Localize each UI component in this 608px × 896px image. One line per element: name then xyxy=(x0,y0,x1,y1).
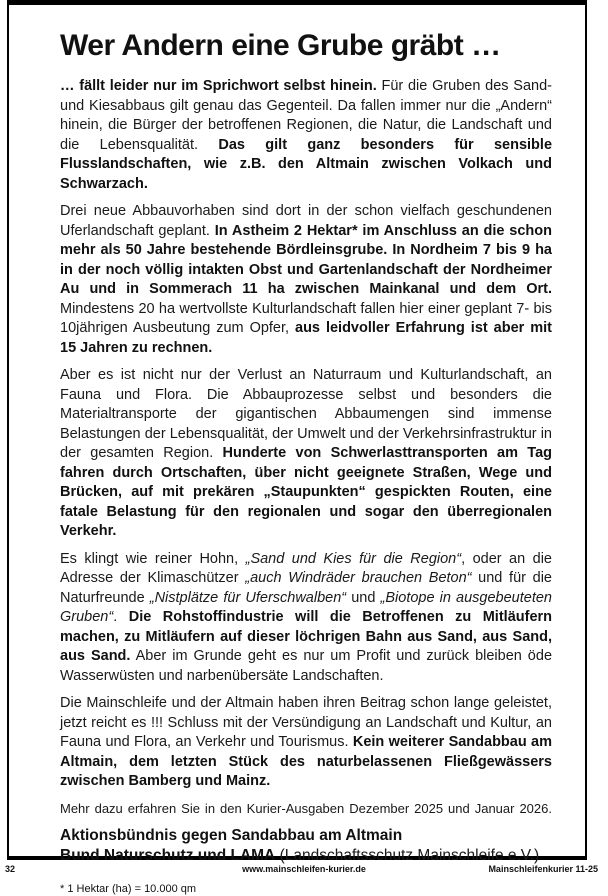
impact-paragraph xyxy=(60,366,552,542)
text-run: aus leidvoller Erfahrung ist aber mit 15 Jahren zu rechnen. xyxy=(60,320,552,356)
text-run: Bund Naturschutz und LAMA xyxy=(60,846,276,864)
text-run: Mindestens 20 ha wertvollste Kulturlandschaft fallen hier einer geplant 7- bis 10jährigen Ausbeutung zum Opfer, xyxy=(60,300,552,336)
page-number: 32 xyxy=(5,864,16,874)
page-footer xyxy=(0,864,608,878)
projects-paragraph xyxy=(60,202,552,358)
text-run: , oder an die Adresse der Klimaschützer xyxy=(60,550,552,586)
text-run: (Landschaftsschutz Mainschleife e.V.) xyxy=(275,846,540,864)
text-run: Es klingt wie reiner Hohn, xyxy=(60,550,246,567)
text-run: In Astheim 2 Hektar* im Anschluss an die schon mehr als 50 Jahre bestehende Bördleinsgrube. In Nordheim 7 bis 9 ha in der noch völlig intakten Obst und Gartenlandschaft der Nordheimer Au und in Sommerach 11 ha zwischen Mainkanal und dem Ort. xyxy=(60,222,552,297)
text-run: Die Mainschleife und der Altmain haben ihren Beitrag schon lange geleistet, jetzt reicht es !!! Schluss mit der Versündigung an Landschaft und Kultur, an Fauna und Flora, an Verkehr und Tourismus. xyxy=(60,695,552,750)
text-run: „Nistplätze für Uferschwalben“ xyxy=(149,589,347,606)
text-run: Für die Gruben des Sand- und Kiesabbaus gilt genau das Gegenteil. Da fallen immer nur die „Andern“ hinein, die Bürger der betroffenen Regionen, die Natur, die Landschaft und die Lebensqualität. xyxy=(60,78,552,153)
footer-issue: Mainschleifenkurier 11-25 xyxy=(488,864,598,874)
text-run: „Sand und Kies für die Region“ xyxy=(245,550,462,567)
footnote: * 1 Hektar (ha) = 10.000 qm xyxy=(60,882,197,895)
article-title: Wer Andern eine Grube gräbt … xyxy=(60,29,501,62)
intro-paragraph xyxy=(60,77,552,194)
appeal-paragraph xyxy=(60,694,552,792)
text-run: Das gilt ganz besonders für sensible Flusslandschaften, wie z.B. den Altmain zwischen Volkach und Schwarzach. xyxy=(60,136,553,192)
text-run: Drei neue Abbauvorhaben sind dort in der schon vielfach geschundenen Uferlandschaft geplant. xyxy=(60,203,552,239)
text-run: . xyxy=(113,609,129,625)
text-run: und xyxy=(346,589,381,606)
more-info-note xyxy=(60,800,552,817)
text-run: „auch Windräder brauchen Beton“ xyxy=(245,570,472,586)
text-run: Aber es ist nicht nur der Verlust an Naturraum und Kulturlandschaft, an Fauna und Flora. Die Abbauprozesse selbst und besonders die Materialtransporte der gigantischen Abbaumengen sind immense Belastungen der Lebensqualität, der Umwelt und der Verkehrsinfrastruktur in der gesamten Region. xyxy=(60,367,552,461)
signature-line-2 xyxy=(60,846,552,866)
text-run: Kein weiterer Sandabbau am Altmain, dem letzten Stück des naturbelassenen Fließgewässers zwischen Bamberg und Mainz. xyxy=(60,734,553,789)
hohn-paragraph xyxy=(60,550,552,687)
article-body xyxy=(60,77,552,866)
signature-line-1 xyxy=(60,826,552,846)
text-run: Aktionsbündnis gegen Sandabbau am Altmain xyxy=(60,826,403,844)
text-run: Mehr dazu erfahren Sie in den Kurier-Ausgaben Dezember 2025 und Januar 2026. xyxy=(60,800,552,816)
text-run: „Biotope in ausgebeuteten Gruben“ xyxy=(60,589,552,625)
text-run: Hunderte von Schwerlasttransporten am Tag fahren durch Ortschaften, über nicht geeignete Straßen, Wege und Brücken, auf mit prekären „Staupunkten“ gespickten Routen, eine fatale Belastung für den regionalen und sogar den überregionalen Verkehr. xyxy=(60,445,552,539)
text-run: Die Rohstoffindustrie will die Betroffenen zu Mitläufern machen, zu Mitläufern auf dieser löchrigen Bahn aus Sand, aus Sand, aus Sand. xyxy=(60,609,553,664)
text-run: Aber im Grunde geht es nur um Profit und zurück bleiben öde Wasserwüsten und narbenübersäte Landschaften. xyxy=(60,648,553,684)
text-run: … fällt leider nur im Sprichwort selbst hinein. xyxy=(60,78,377,94)
footer-website: www.mainschleifen-kurier.de xyxy=(242,864,366,874)
text-run: und für die Naturfreunde xyxy=(60,570,552,606)
